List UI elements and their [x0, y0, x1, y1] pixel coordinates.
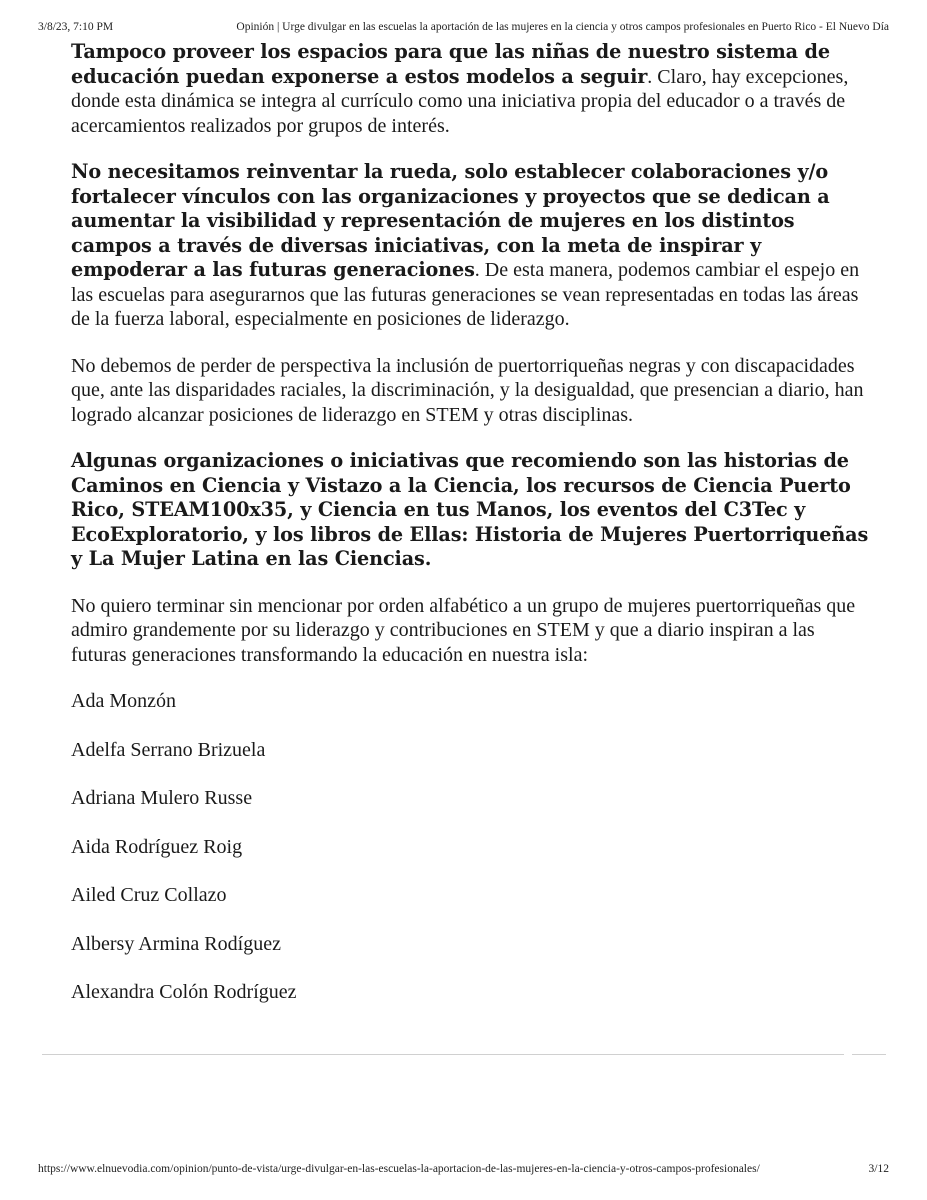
article-paragraph [71, 449, 871, 572]
page-number: 3/12 [868, 1163, 889, 1175]
print-url: https://www.elnuevodia.com/opinion/punto-de-vista/urge-divulgar-en-las-escuelas-la-aportacion-de-las-mujeres-en-la-ciencia-y-otros-campos-profesionales/ [38, 1163, 760, 1175]
name-list-item: Ailed Cruz Collazo [71, 884, 227, 906]
article-paragraph [71, 160, 871, 332]
print-page-title: Opinión | Urge divulgar en las escuelas la aportación de las mujeres en la ciencia y otros campos profesionales en Puerto Rico - El Nuevo Día [236, 21, 889, 33]
name-list-item: Aida Rodríguez Roig [71, 835, 243, 858]
bold-text: No necesitamos reinventar la rueda, solo establecer colaboraciones y/o fortalecer vínculos con las organizaciones y proyectos que se dedican a aumentar la visibilidad y representación de mujeres en los distintos campos a través de diversas iniciativas, con la meta de inspirar y empoderar a las futuras generaciones [71, 160, 830, 281]
article-body [71, 40, 871, 1029]
article-paragraph [71, 40, 871, 138]
article-paragraphs [71, 40, 871, 667]
name-list-item: Adriana Mulero Russe [71, 787, 253, 809]
body-text: . De esta manera, podemos cambiar el espejo en las escuelas para asegurarnos que las futuras generaciones se vean representadas en todas las áreas de la fuerza laboral, especialmente en posiciones de liderazgo. [71, 259, 860, 330]
content-divider [42, 1054, 844, 1055]
bold-text: Tampoco proveer los espacios para que las niñas de nuestro sistema de educación puedan exponerse a estos modelos a seguir [71, 40, 830, 88]
name-list-item: Alexandra Colón Rodríguez [71, 981, 297, 1003]
body-text: No quiero terminar sin mencionar por orden alfabético a un grupo de mujeres puertorriqueñas que admiro grandemente por su liderazgo y contribuciones en STEM y que a diario inspiran a las futuras generaciones transformando la educación en nuestra isla: [71, 594, 856, 666]
name-list-item: Ada Monzón [71, 690, 176, 712]
article-paragraph [71, 354, 871, 428]
body-text: No debemos de perder de perspectiva la inclusión de puertorriqueñas negras y con discapacidades que, ante las disparidades raciales, la discriminación, y la desigualdad, que presencian a diario, han logrado alcanzar posiciones de liderazgo en STEM y otras disciplinas. [71, 354, 864, 426]
name-list-item: Albersy Armina Rodíguez [71, 932, 281, 955]
body-text: . Claro, hay excepciones, donde esta dinámica se integra al currículo como una iniciativa propia del educador o a través de acercamientos realizados por grupos de interés. [71, 65, 849, 137]
name-list-item: Adelfa Serrano Brizuela [71, 738, 266, 761]
article-paragraph [71, 594, 871, 668]
bold-text: Algunas organizaciones o iniciativas que recomiendo son las historias de Caminos en Ciencia y Vistazo a la Ciencia, los recursos de Ciencia Puerto Rico, STEAM100x35, y Ciencia en tus Manos, los eventos del C3Tec y EcoExploratorio, y los libros de Ellas: Historia de Mujeres Puertorriqueñas y La Mujer Latina en las Ciencias. [71, 449, 869, 570]
content-divider-right [852, 1054, 886, 1055]
women-name-list [71, 689, 871, 1005]
print-date: 3/8/23, 7:10 PM [38, 21, 114, 33]
